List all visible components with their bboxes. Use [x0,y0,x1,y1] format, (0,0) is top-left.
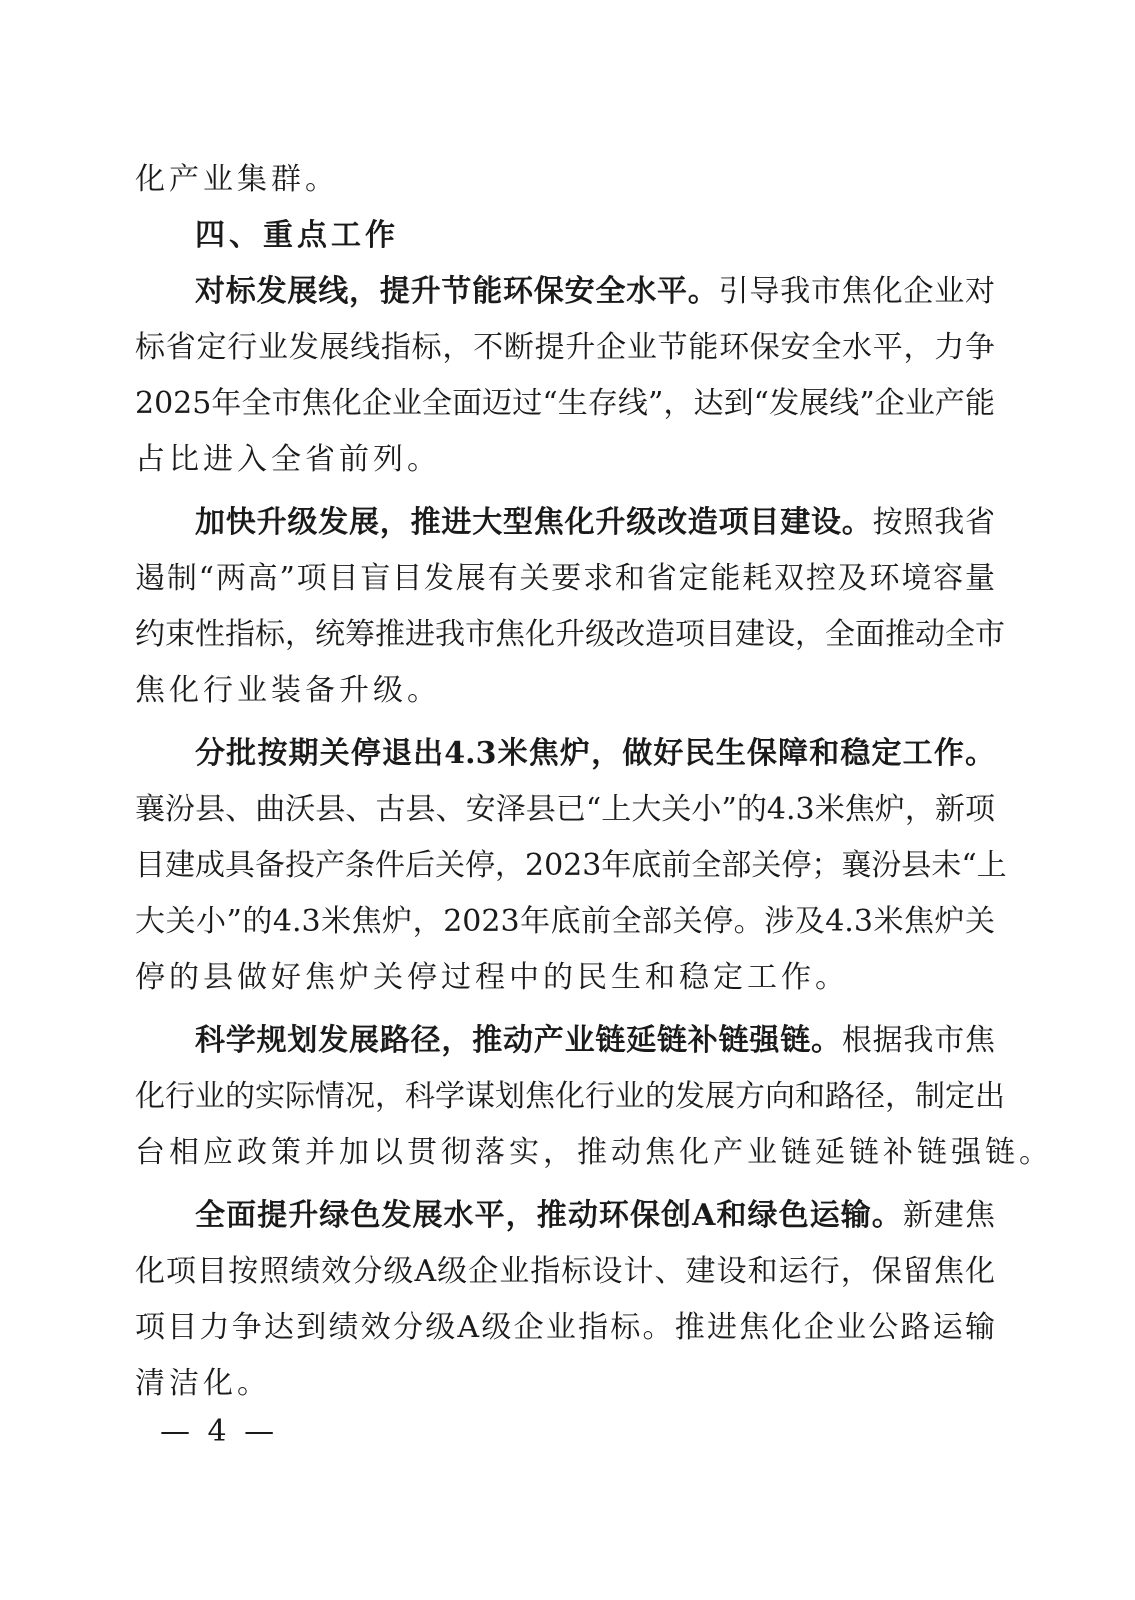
paragraph-5-line: 化项目按照绩效分级A级企业指标设计、建设和运行，保留焦化 [135,1254,995,1289]
paragraph-1-line: 标省定行业发展线指标，不断提升企业节能环保安全水平，力争 [135,330,995,365]
paragraph-1-first-line-rest: 引导我市焦化企业对 [718,274,996,309]
paragraph-5-first-line-rest: 新建焦 [902,1198,995,1233]
paragraph-4-first-line [195,1021,995,1061]
paragraph-2-first-line [195,503,995,543]
paragraph-5-title: 全面提升绿色发展水平，推动环保创A和绿色运输。 [195,1198,903,1233]
paragraph-4-line: 化行业的实际情况，科学谋划焦化行业的发展方向和路径，制定出 [135,1079,1005,1114]
paragraph-5-first-line [195,1196,995,1236]
paragraph-2-first-line-rest: 按照我省 [872,505,996,540]
paragraph-2-title: 加快升级发展，推进大型焦化升级改造项目建设。 [195,505,873,540]
paragraph-5-line: 清洁化。 [135,1366,271,1401]
paragraph-3-line: 目建成具备投产条件后关停，2023年底前全部关停；襄汾县未“上 [135,848,1007,883]
paragraph-2-line: 约束性指标，统筹推进我市焦化升级改造项目建设，全面推动全市 [135,617,1005,652]
paragraph-2-line: 焦化行业装备升级。 [135,673,441,708]
paragraph-1-first-line [195,272,995,312]
paragraph-3-line: 大关小”的4.3米焦炉，2023年底前全部关停。涉及4.3米焦炉关 [135,904,995,939]
paragraph-1-title: 对标发展线，提升节能环保安全水平。 [195,274,719,309]
page-number: — 4 — [160,1414,279,1449]
paragraph-3-line: 停的县做好焦炉关停过程中的民生和稳定工作。 [135,960,849,995]
paragraph-1-line: 占比进入全省前列。 [135,442,441,477]
paragraph-3-line: 襄汾县、曲沃县、古县、安泽县已“上大关小”的4.3米焦炉，新项 [135,792,995,827]
intro-tail: 化产业集群。 [135,162,339,197]
paragraph-4-first-line-rest: 根据我市焦 [841,1023,996,1058]
paragraph-3-title: 分批按期关停退出4.3米焦炉，做好民生保障和稳定工作。 [195,736,995,771]
section-heading: 四、重点工作 [195,218,399,253]
paragraph-5-line: 项目力争达到绩效分级A级企业指标。推进焦化企业公路运输 [135,1310,995,1345]
paragraph-4-line: 台相应政策并加以贯彻落实，推动焦化产业链延链补链强链。 [135,1135,1053,1170]
paragraph-1-line: 2025年全市焦化企业全面迈过“生存线”，达到“发展线”企业产能 [135,386,995,421]
paragraph-2-line: 遏制“两高”项目盲目发展有关要求和省定能耗双控及环境容量 [135,561,995,596]
paragraph-4-title: 科学规划发展路径，推动产业链延链补链强链。 [195,1023,842,1058]
